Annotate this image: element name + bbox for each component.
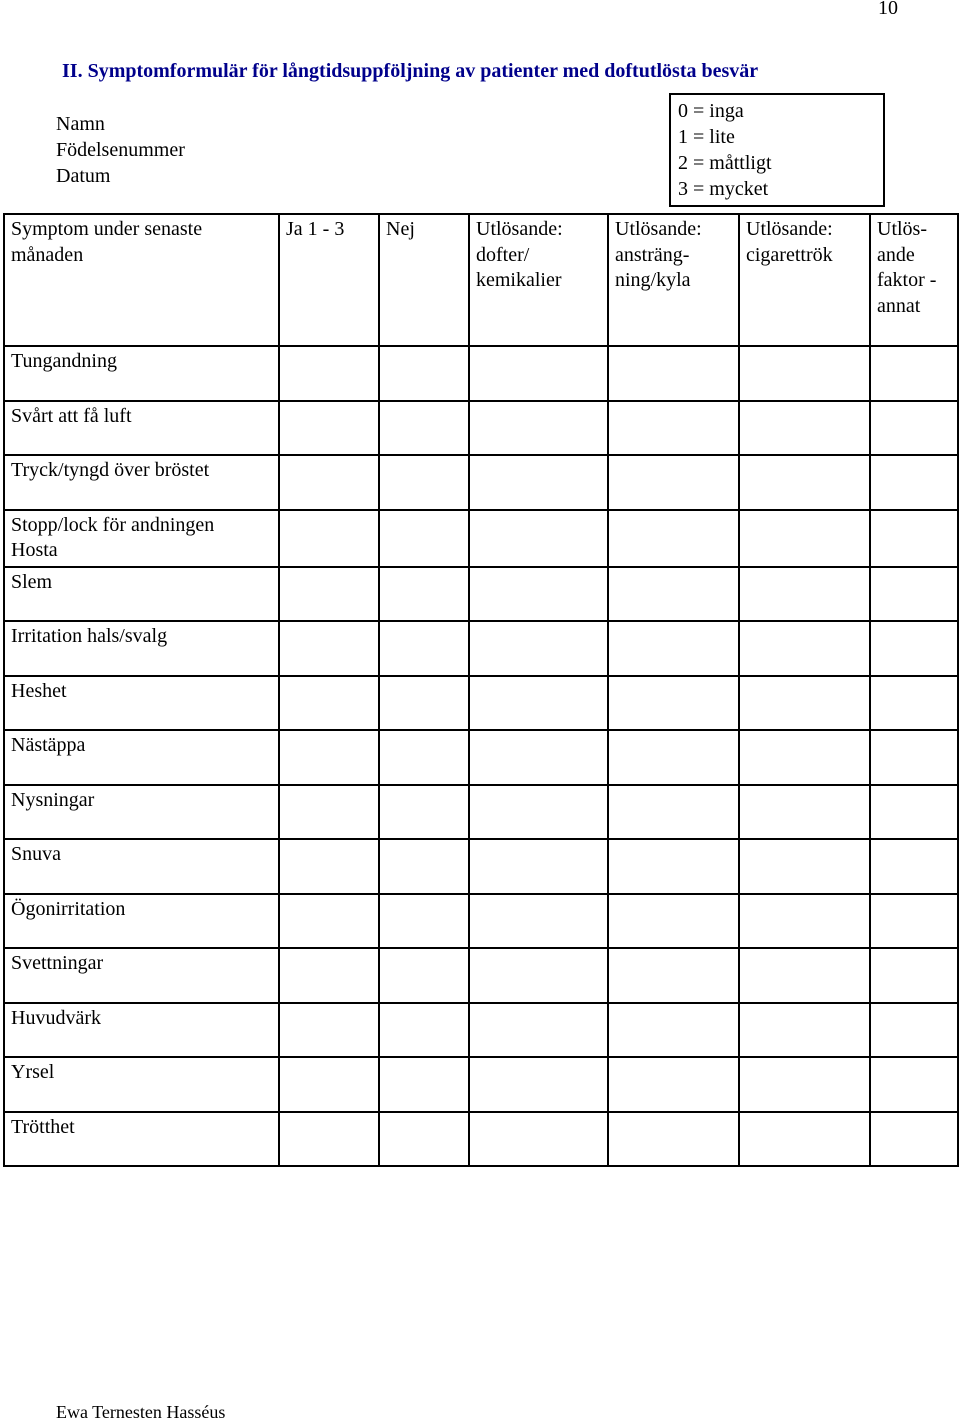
header-label: Nej (386, 218, 415, 240)
form-heading: II. Symptomformulär för långtidsuppföljning av patienter med doftutlösta besvär (62, 60, 759, 82)
header-symptom (4, 214, 279, 346)
trigger-odors-cell[interactable] (469, 785, 608, 840)
table-row (4, 1003, 958, 1058)
symptom-label: Svettningar (4, 948, 279, 1003)
header-label: Utlös- ande faktor - annat (877, 218, 937, 317)
header-trigger-smoke (739, 214, 870, 346)
trigger-other-cell[interactable] (870, 401, 958, 456)
symptom-label: Nästäppa (4, 730, 279, 785)
symptom-label: Nysningar (4, 785, 279, 840)
trigger-exertion-cell[interactable] (608, 785, 739, 840)
trigger-other-cell[interactable] (870, 785, 958, 840)
trigger-smoke-cell[interactable] (739, 1003, 870, 1058)
trigger-smoke-cell[interactable] (739, 676, 870, 731)
scale-item: 2 = måttligt (678, 152, 772, 174)
table-row (4, 1057, 958, 1112)
trigger-odors-cell[interactable] (469, 730, 608, 785)
table-row (4, 1112, 958, 1167)
trigger-other-cell[interactable] (870, 730, 958, 785)
trigger-odors-cell[interactable] (469, 948, 608, 1003)
trigger-smoke-cell[interactable] (739, 567, 870, 622)
answer-no-cell[interactable] (379, 455, 469, 510)
header-label: Utlösande: dofter/ kemikalier (476, 218, 563, 291)
answer-yes-scale-cell[interactable] (279, 1057, 379, 1112)
field-birth-number-label: Födelsenummer (56, 139, 185, 161)
trigger-odors-cell[interactable] (469, 401, 608, 456)
trigger-other-cell[interactable] (870, 346, 958, 401)
trigger-smoke-cell[interactable] (739, 730, 870, 785)
trigger-other-cell[interactable] (870, 1003, 958, 1058)
scale-item: 3 = mycket (678, 178, 769, 200)
answer-yes-scale-cell[interactable] (279, 1003, 379, 1058)
answer-yes-scale-cell[interactable] (279, 621, 379, 676)
scale-item: 1 = lite (678, 126, 735, 148)
symptom-table (3, 213, 959, 1167)
symptom-label: Tungandning (4, 346, 279, 401)
trigger-exertion-cell[interactable] (608, 1003, 739, 1058)
trigger-smoke-cell[interactable] (739, 455, 870, 510)
answer-yes-scale-cell[interactable] (279, 1112, 379, 1167)
trigger-other-cell[interactable] (870, 894, 958, 949)
answer-no-cell[interactable] (379, 621, 469, 676)
table-row (4, 455, 958, 510)
table-row (4, 676, 958, 731)
trigger-exertion-cell[interactable] (608, 676, 739, 731)
symptom-label: Ögonirritation (4, 894, 279, 949)
answer-no-cell[interactable] (379, 730, 469, 785)
trigger-odors-cell[interactable] (469, 455, 608, 510)
answer-yes-scale-cell[interactable] (279, 730, 379, 785)
trigger-odors-cell[interactable] (469, 510, 608, 567)
symptom-label: Huvudvärk (4, 1003, 279, 1058)
answer-no-cell[interactable] (379, 785, 469, 840)
symptom-label: Trötthet (4, 1112, 279, 1167)
trigger-smoke-cell[interactable] (739, 346, 870, 401)
trigger-exertion-cell[interactable] (608, 1112, 739, 1167)
trigger-exertion-cell[interactable] (608, 567, 739, 622)
header-label: Utlösande: ansträng- ning/kyla (615, 218, 702, 291)
answer-yes-scale-cell[interactable] (279, 676, 379, 731)
trigger-other-cell[interactable] (870, 1112, 958, 1167)
header-trigger-other (870, 214, 958, 346)
footer-author: Ewa Ternesten Hasséus (56, 1402, 226, 1422)
trigger-other-cell[interactable] (870, 510, 958, 567)
trigger-smoke-cell[interactable] (739, 510, 870, 567)
field-name-label: Namn (56, 113, 105, 135)
table-row (4, 621, 958, 676)
page-number: 10 (878, 0, 898, 19)
answer-yes-scale-cell[interactable] (279, 894, 379, 949)
answer-no-cell[interactable] (379, 567, 469, 622)
trigger-exertion-cell[interactable] (608, 730, 739, 785)
trigger-exertion-cell[interactable] (608, 621, 739, 676)
trigger-other-cell[interactable] (870, 839, 958, 894)
trigger-other-cell[interactable] (870, 621, 958, 676)
trigger-odors-cell[interactable] (469, 346, 608, 401)
trigger-exertion-cell[interactable] (608, 894, 739, 949)
answer-yes-scale-cell[interactable] (279, 401, 379, 456)
trigger-exertion-cell[interactable] (608, 401, 739, 456)
scale-legend-box (669, 93, 885, 207)
header-trigger-odors (469, 214, 608, 346)
trigger-smoke-cell[interactable] (739, 948, 870, 1003)
symptom-label: Irritation hals/svalg (4, 621, 279, 676)
answer-no-cell[interactable] (379, 676, 469, 731)
header-no (379, 214, 469, 346)
table-row (4, 839, 958, 894)
answer-yes-scale-cell[interactable] (279, 346, 379, 401)
trigger-odors-cell[interactable] (469, 1112, 608, 1167)
trigger-other-cell[interactable] (870, 567, 958, 622)
trigger-other-cell[interactable] (870, 676, 958, 731)
header-label: Utlösande: cigarettrök (746, 218, 833, 266)
symptom-label: Tryck/tyngd över bröstet (4, 455, 279, 510)
trigger-other-cell[interactable] (870, 1057, 958, 1112)
trigger-odors-cell[interactable] (469, 894, 608, 949)
trigger-odors-cell[interactable] (469, 621, 608, 676)
symptom-label: Stopp/lock för andningen Hosta (4, 510, 279, 567)
header-label: Symptom under senaste månaden (11, 218, 203, 266)
trigger-smoke-cell[interactable] (739, 894, 870, 949)
trigger-smoke-cell[interactable] (739, 785, 870, 840)
table-row (4, 567, 958, 622)
table-header-row (4, 214, 958, 346)
trigger-exertion-cell[interactable] (608, 455, 739, 510)
header-label: Ja 1 - 3 (286, 218, 345, 240)
symptom-label: Svårt att få luft (4, 401, 279, 456)
trigger-exertion-cell[interactable] (608, 1057, 739, 1112)
symptom-label: Yrsel (4, 1057, 279, 1112)
trigger-smoke-cell[interactable] (739, 1112, 870, 1167)
symptom-label: Heshet (4, 676, 279, 731)
answer-yes-scale-cell[interactable] (279, 455, 379, 510)
trigger-odors-cell[interactable] (469, 676, 608, 731)
table-row (4, 730, 958, 785)
table-row (4, 785, 958, 840)
trigger-odors-cell[interactable] (469, 567, 608, 622)
table-row (4, 346, 958, 401)
trigger-other-cell[interactable] (870, 455, 958, 510)
header-trigger-exertion (608, 214, 739, 346)
answer-no-cell[interactable] (379, 1112, 469, 1167)
trigger-odors-cell[interactable] (469, 1003, 608, 1058)
table-row (4, 401, 958, 456)
trigger-smoke-cell[interactable] (739, 839, 870, 894)
header-yes-scale (279, 214, 379, 346)
symptom-label: Snuva (4, 839, 279, 894)
trigger-exertion-cell[interactable] (608, 346, 739, 401)
answer-yes-scale-cell[interactable] (279, 785, 379, 840)
trigger-smoke-cell[interactable] (739, 621, 870, 676)
table-row (4, 894, 958, 949)
trigger-other-cell[interactable] (870, 948, 958, 1003)
table-row (4, 510, 958, 567)
trigger-exertion-cell[interactable] (608, 839, 739, 894)
trigger-smoke-cell[interactable] (739, 1057, 870, 1112)
patient-fields (56, 111, 185, 189)
table-row (4, 948, 958, 1003)
answer-no-cell[interactable] (379, 1057, 469, 1112)
scale-item: 0 = inga (678, 100, 744, 122)
answer-yes-scale-cell[interactable] (279, 839, 379, 894)
symptom-label: Slem (4, 567, 279, 622)
trigger-exertion-cell[interactable] (608, 510, 739, 567)
trigger-exertion-cell[interactable] (608, 948, 739, 1003)
trigger-smoke-cell[interactable] (739, 401, 870, 456)
answer-no-cell[interactable] (379, 1003, 469, 1058)
trigger-odors-cell[interactable] (469, 839, 608, 894)
answer-no-cell[interactable] (379, 894, 469, 949)
answer-no-cell[interactable] (379, 346, 469, 401)
answer-yes-scale-cell[interactable] (279, 567, 379, 622)
answer-no-cell[interactable] (379, 839, 469, 894)
field-date-label: Datum (56, 165, 111, 187)
answer-no-cell[interactable] (379, 948, 469, 1003)
answer-yes-scale-cell[interactable] (279, 510, 379, 567)
answer-no-cell[interactable] (379, 510, 469, 567)
trigger-odors-cell[interactable] (469, 1057, 608, 1112)
answer-no-cell[interactable] (379, 401, 469, 456)
answer-yes-scale-cell[interactable] (279, 948, 379, 1003)
